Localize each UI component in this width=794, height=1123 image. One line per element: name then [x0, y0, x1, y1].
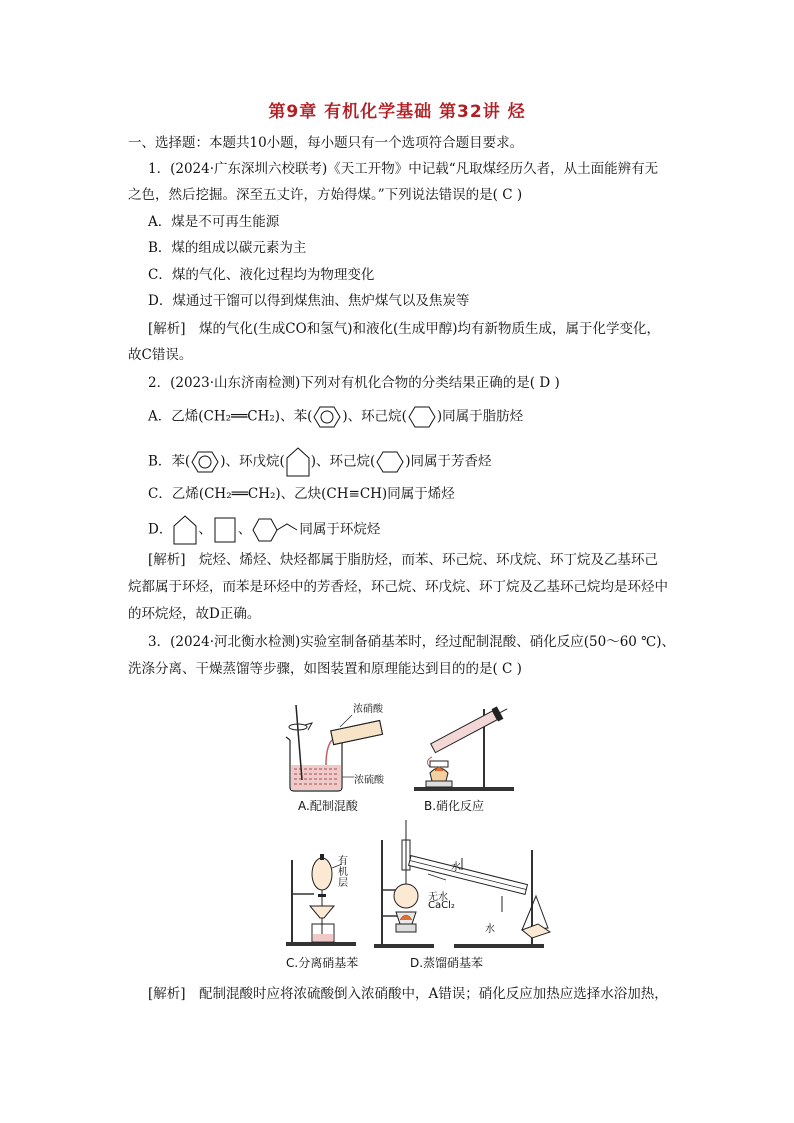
q3-analysis-line1: [解析] 配制混酸时应将浓硫酸倒入浓硝酸中，A错误；硝化反应加热应选择水浴加热，	[148, 986, 668, 1002]
q2-option-d-label: D．	[148, 521, 173, 538]
q2-option-d	[148, 514, 688, 546]
figure-c-separation	[282, 850, 372, 950]
figure-c-label-line2: 机	[338, 867, 348, 878]
figure-b-nitration	[410, 695, 520, 795]
figure-a-caption: A.配制混酸	[298, 799, 358, 813]
figure-a-label-top: 浓硝酸	[353, 704, 383, 715]
figure-c-label	[338, 856, 348, 889]
q3-stem-line2: 洗涤分离、干燥蒸馏等步骤，如图装置和原理能达到目的的是( C )	[128, 661, 522, 677]
benzene-ring-icon	[190, 450, 220, 474]
q3-stem-line1: 3．(2024·河北衡水检测)实验室制备硝基苯时，经过配制混酸、硝化反应(50～60 ℃)、	[148, 634, 676, 650]
q2-option-d-sep1: 、	[198, 521, 212, 538]
q2-option-d-text: 同属于环烷烃	[299, 521, 381, 538]
cyclopentane-ring-icon	[172, 514, 198, 546]
q2-option-b-text1: B．苯(	[148, 453, 191, 470]
figure-c-caption: C.分离硝基苯	[286, 956, 359, 970]
page-title: 第9章 有机化学基础 第32讲 烃	[268, 102, 526, 122]
cyclohexane-ring-icon	[375, 450, 405, 474]
q1-analysis-line1: [解析] 煤的气化(生成CO和氢气)和液化(生成甲醇)均有新物质生成，属于化学变化，	[148, 321, 660, 337]
figure-a-label-bottom: 浓硫酸	[354, 775, 384, 786]
ethylcyclohexane-icon	[251, 515, 299, 545]
q1-option-c: C．煤的气化、液化过程均为物理变化	[148, 267, 375, 283]
q2-option-d-sep2: 、	[237, 521, 252, 538]
q2-option-a-text3: )同属于脂肪烃	[436, 408, 524, 425]
q1-analysis-line2: 故C错误。	[128, 347, 193, 363]
q2-option-a-text2: )、环己烷(	[342, 408, 407, 425]
cyclobutane-ring-icon	[212, 515, 238, 545]
figure-c-label-line3: 层	[338, 878, 348, 889]
q1-option-d: D．煤通过干馏可以得到煤焦油、焦炉煤气以及焦炭等	[148, 293, 470, 309]
q2-option-b-text4: )同属于芳香烃	[405, 453, 492, 470]
figure-d-label-water-out: 水	[485, 924, 495, 935]
figure-d-label-dry-2: CaCl₂	[428, 900, 455, 911]
figure-b-caption: B.硝化反应	[424, 799, 485, 813]
section-intro: 一、选择题：本题共10小题，每小题只有一个选项符合题目要求。	[128, 135, 524, 151]
q1-option-b: B．煤的组成以碳元素为主	[148, 240, 307, 256]
q1-stem-line1: 1．(2024·广东深圳六校联考)《天工开物》中记载“凡取煤经历久者，从土面能辨有无	[148, 161, 659, 177]
q2-option-a	[148, 405, 688, 429]
q2-analysis-line1: [解析] 烷烃、烯烃、炔烃都属于脂肪烃，而苯、环己烷、环戊烷、环丁烷及乙基环己	[148, 552, 659, 568]
q2-option-b-text2: )、环戊烷(	[220, 453, 285, 470]
q2-analysis-line3: 的环烷烃，故D正确。	[128, 606, 261, 622]
figure-d-label-dry-1: 无水	[428, 892, 448, 903]
q2-analysis-line2: 烷都属于环烃，而苯是环烃中的芳香烃，环己烷、环戊烷、环丁烷及乙基环己烷均是环烃中	[128, 579, 668, 595]
benzene-ring-icon	[312, 405, 342, 429]
q2-option-b-text3: )、环己烷(	[310, 453, 376, 470]
q1-option-a: A．煤是不可再生能源	[148, 214, 280, 230]
q2-option-a-text1: A．乙烯(CH₂══CH₂)、苯(	[148, 408, 313, 425]
q2-stem: 2．(2023·山东济南检测)下列对有机化合物的分类结果正确的是( D )	[148, 375, 560, 391]
figure-d-label-water-in: 水	[451, 862, 461, 873]
cyclohexane-ring-icon	[407, 405, 437, 429]
cyclopentane-ring-icon	[285, 446, 311, 478]
q2-option-c: C．乙烯(CH₂══CH₂)、乙炔(CH≡CH)同属于烯烃	[148, 486, 455, 502]
q1-stem-line2: 之色，然后挖掘。深至五丈许，方始得煤。”下列说法错误的是( C )	[128, 187, 523, 203]
figure-d-distillation	[372, 820, 582, 950]
figure-c-label-line1: 有	[338, 856, 348, 867]
figure-d-caption: D.蒸馏硝基苯	[410, 956, 484, 970]
q2-option-b	[148, 446, 688, 478]
